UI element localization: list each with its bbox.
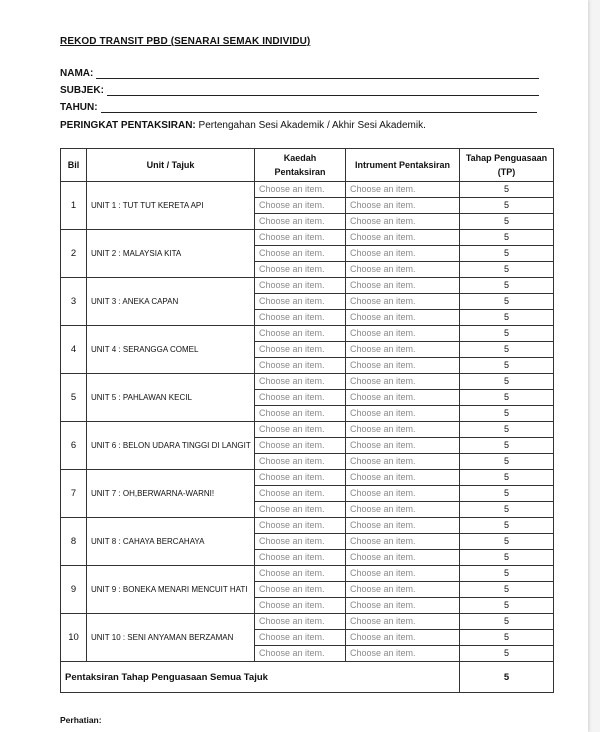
table-row bbox=[61, 326, 554, 342]
tp-value: 5 bbox=[460, 358, 554, 374]
kaedah-dropdown[interactable]: Choose an item. bbox=[255, 230, 346, 246]
unit-bil: 10 bbox=[61, 614, 87, 662]
kaedah-dropdown[interactable]: Choose an item. bbox=[255, 406, 346, 422]
kaedah-dropdown[interactable]: Choose an item. bbox=[255, 358, 346, 374]
kaedah-dropdown[interactable]: Choose an item. bbox=[255, 598, 346, 614]
tp-value: 5 bbox=[460, 518, 554, 534]
table-row bbox=[61, 374, 554, 390]
tahun-label: TAHUN: bbox=[60, 102, 98, 113]
instrument-dropdown[interactable]: Choose an item. bbox=[346, 310, 460, 326]
instrument-dropdown[interactable]: Choose an item. bbox=[346, 598, 460, 614]
instrument-dropdown[interactable]: Choose an item. bbox=[346, 566, 460, 582]
kaedah-dropdown[interactable]: Choose an item. bbox=[255, 470, 346, 486]
kaedah-dropdown[interactable]: Choose an item. bbox=[255, 582, 346, 598]
instrument-dropdown[interactable]: Choose an item. bbox=[346, 326, 460, 342]
instrument-dropdown[interactable]: Choose an item. bbox=[346, 278, 460, 294]
kaedah-dropdown[interactable]: Choose an item. bbox=[255, 262, 346, 278]
instrument-dropdown[interactable]: Choose an item. bbox=[346, 502, 460, 518]
summary-label: Pentaksiran Tahap Penguasaan Semua Tajuk bbox=[61, 662, 460, 693]
tp-value: 5 bbox=[460, 566, 554, 582]
tp-value: 5 bbox=[460, 198, 554, 214]
kaedah-dropdown[interactable]: Choose an item. bbox=[255, 502, 346, 518]
kaedah-dropdown[interactable]: Choose an item. bbox=[255, 214, 346, 230]
kaedah-dropdown[interactable]: Choose an item. bbox=[255, 374, 346, 390]
header-instrument: Intrument Pentaksiran bbox=[346, 149, 460, 182]
table-header-row bbox=[61, 149, 554, 182]
unit-bil: 2 bbox=[61, 230, 87, 278]
table-row bbox=[61, 182, 554, 198]
kaedah-dropdown[interactable]: Choose an item. bbox=[255, 614, 346, 630]
nama-label: NAMA: bbox=[60, 68, 94, 79]
instrument-dropdown[interactable]: Choose an item. bbox=[346, 230, 460, 246]
instrument-dropdown[interactable]: Choose an item. bbox=[346, 470, 460, 486]
tp-value: 5 bbox=[460, 374, 554, 390]
kaedah-dropdown[interactable]: Choose an item. bbox=[255, 310, 346, 326]
header-bil: Bil bbox=[61, 149, 87, 182]
kaedah-dropdown[interactable]: Choose an item. bbox=[255, 422, 346, 438]
kaedah-dropdown[interactable]: Choose an item. bbox=[255, 326, 346, 342]
tp-value: 5 bbox=[460, 438, 554, 454]
unit-bil: 8 bbox=[61, 518, 87, 566]
instrument-dropdown[interactable]: Choose an item. bbox=[346, 198, 460, 214]
table-row bbox=[61, 278, 554, 294]
tp-value: 5 bbox=[460, 470, 554, 486]
subjek-field[interactable] bbox=[60, 85, 539, 96]
instrument-dropdown[interactable]: Choose an item. bbox=[346, 294, 460, 310]
tp-value: 5 bbox=[460, 614, 554, 630]
table-row bbox=[61, 422, 554, 438]
table-row bbox=[61, 470, 554, 486]
instrument-dropdown[interactable]: Choose an item. bbox=[346, 214, 460, 230]
instrument-dropdown[interactable]: Choose an item. bbox=[346, 374, 460, 390]
summary-row bbox=[61, 662, 554, 693]
instrument-dropdown[interactable]: Choose an item. bbox=[346, 406, 460, 422]
kaedah-dropdown[interactable]: Choose an item. bbox=[255, 454, 346, 470]
kaedah-dropdown[interactable]: Choose an item. bbox=[255, 246, 346, 262]
unit-bil: 3 bbox=[61, 278, 87, 326]
instrument-dropdown[interactable]: Choose an item. bbox=[346, 390, 460, 406]
unit-bil: 7 bbox=[61, 470, 87, 518]
tp-value: 5 bbox=[460, 262, 554, 278]
tp-value: 5 bbox=[460, 550, 554, 566]
kaedah-dropdown[interactable]: Choose an item. bbox=[255, 630, 346, 646]
header-kaedah: Kaedah Pentaksiran bbox=[255, 149, 346, 182]
assessment-table bbox=[60, 148, 554, 693]
unit-title: UNIT 2 : MALAYSIA KITA bbox=[87, 230, 255, 278]
tp-value: 5 bbox=[460, 390, 554, 406]
peringkat-label: PERINGKAT PENTAKSIRAN: bbox=[60, 120, 196, 131]
header-tahap: Tahap Penguasaan (TP) bbox=[460, 149, 554, 182]
unit-title: UNIT 3 : ANEKA CAPAN bbox=[87, 278, 255, 326]
tp-value: 5 bbox=[460, 646, 554, 662]
instrument-dropdown[interactable]: Choose an item. bbox=[346, 614, 460, 630]
tp-value: 5 bbox=[460, 454, 554, 470]
instrument-dropdown[interactable]: Choose an item. bbox=[346, 582, 460, 598]
kaedah-dropdown[interactable]: Choose an item. bbox=[255, 198, 346, 214]
subjek-line[interactable] bbox=[107, 85, 539, 96]
peringkat-value: Pertengahan Sesi Akademik / Akhir Sesi Akademik. bbox=[195, 120, 426, 131]
kaedah-dropdown[interactable]: Choose an item. bbox=[255, 566, 346, 582]
unit-bil: 9 bbox=[61, 566, 87, 614]
table-row bbox=[61, 230, 554, 246]
subjek-label: SUBJEK: bbox=[60, 85, 104, 96]
table-row bbox=[61, 518, 554, 534]
tp-value: 5 bbox=[460, 246, 554, 262]
document-title: REKOD TRANSIT PBD (SENARAI SEMAK INDIVIDU) bbox=[60, 36, 311, 47]
tahun-field[interactable] bbox=[60, 102, 537, 113]
tahun-line[interactable] bbox=[101, 102, 537, 113]
tp-value: 5 bbox=[460, 486, 554, 502]
instrument-dropdown[interactable]: Choose an item. bbox=[346, 182, 460, 198]
tp-value: 5 bbox=[460, 342, 554, 358]
instrument-dropdown[interactable]: Choose an item. bbox=[346, 646, 460, 662]
instrument-dropdown[interactable]: Choose an item. bbox=[346, 246, 460, 262]
kaedah-dropdown[interactable]: Choose an item. bbox=[255, 182, 346, 198]
kaedah-dropdown[interactable]: Choose an item. bbox=[255, 342, 346, 358]
instrument-dropdown[interactable]: Choose an item. bbox=[346, 342, 460, 358]
tp-value: 5 bbox=[460, 326, 554, 342]
nama-line[interactable] bbox=[96, 68, 539, 79]
tp-value: 5 bbox=[460, 630, 554, 646]
unit-bil: 6 bbox=[61, 422, 87, 470]
unit-title: UNIT 4 : SERANGGA COMEL bbox=[87, 326, 255, 374]
summary-value: 5 bbox=[460, 662, 554, 693]
tp-value: 5 bbox=[460, 582, 554, 598]
tp-value: 5 bbox=[460, 534, 554, 550]
unit-title: UNIT 5 : PAHLAWAN KECIL bbox=[87, 374, 255, 422]
kaedah-dropdown[interactable]: Choose an item. bbox=[255, 390, 346, 406]
tp-value: 5 bbox=[460, 422, 554, 438]
kaedah-dropdown[interactable]: Choose an item. bbox=[255, 646, 346, 662]
instrument-dropdown[interactable]: Choose an item. bbox=[346, 518, 460, 534]
perhatian-note: Perhatian: bbox=[60, 715, 102, 725]
kaedah-dropdown[interactable]: Choose an item. bbox=[255, 534, 346, 550]
kaedah-dropdown[interactable]: Choose an item. bbox=[255, 550, 346, 566]
instrument-dropdown[interactable]: Choose an item. bbox=[346, 534, 460, 550]
table-row bbox=[61, 614, 554, 630]
unit-bil: 1 bbox=[61, 182, 87, 230]
nama-field[interactable] bbox=[60, 68, 539, 79]
kaedah-dropdown[interactable]: Choose an item. bbox=[255, 438, 346, 454]
unit-title: UNIT 8 : CAHAYA BERCAHAYA bbox=[87, 518, 255, 566]
tp-value: 5 bbox=[460, 214, 554, 230]
instrument-dropdown[interactable]: Choose an item. bbox=[346, 358, 460, 374]
kaedah-dropdown[interactable]: Choose an item. bbox=[255, 278, 346, 294]
instrument-dropdown[interactable]: Choose an item. bbox=[346, 454, 460, 470]
instrument-dropdown[interactable]: Choose an item. bbox=[346, 422, 460, 438]
tp-value: 5 bbox=[460, 182, 554, 198]
kaedah-dropdown[interactable]: Choose an item. bbox=[255, 518, 346, 534]
tp-value: 5 bbox=[460, 406, 554, 422]
unit-title: UNIT 1 : TUT TUT KERETA API bbox=[87, 182, 255, 230]
unit-title: UNIT 7 : OH,BERWARNA-WARNI! bbox=[87, 470, 255, 518]
table-row bbox=[61, 566, 554, 582]
instrument-dropdown[interactable]: Choose an item. bbox=[346, 438, 460, 454]
instrument-dropdown[interactable]: Choose an item. bbox=[346, 550, 460, 566]
tp-value: 5 bbox=[460, 294, 554, 310]
kaedah-dropdown[interactable]: Choose an item. bbox=[255, 294, 346, 310]
tp-value: 5 bbox=[460, 502, 554, 518]
instrument-dropdown[interactable]: Choose an item. bbox=[346, 262, 460, 278]
tp-value: 5 bbox=[460, 230, 554, 246]
tp-value: 5 bbox=[460, 598, 554, 614]
unit-title: UNIT 9 : BONEKA MENARI MENCUIT HATI bbox=[87, 566, 255, 614]
tp-value: 5 bbox=[460, 278, 554, 294]
unit-bil: 4 bbox=[61, 326, 87, 374]
instrument-dropdown[interactable]: Choose an item. bbox=[346, 630, 460, 646]
unit-title: UNIT 6 : BELON UDARA TINGGI DI LANGIT bbox=[87, 422, 255, 470]
instrument-dropdown[interactable]: Choose an item. bbox=[346, 486, 460, 502]
peringkat-pentaksiran bbox=[60, 120, 426, 131]
tp-value: 5 bbox=[460, 310, 554, 326]
kaedah-dropdown[interactable]: Choose an item. bbox=[255, 486, 346, 502]
unit-bil: 5 bbox=[61, 374, 87, 422]
unit-title: UNIT 10 : SENI ANYAMAN BERZAMAN bbox=[87, 614, 255, 662]
header-unit: Unit / Tajuk bbox=[87, 149, 255, 182]
